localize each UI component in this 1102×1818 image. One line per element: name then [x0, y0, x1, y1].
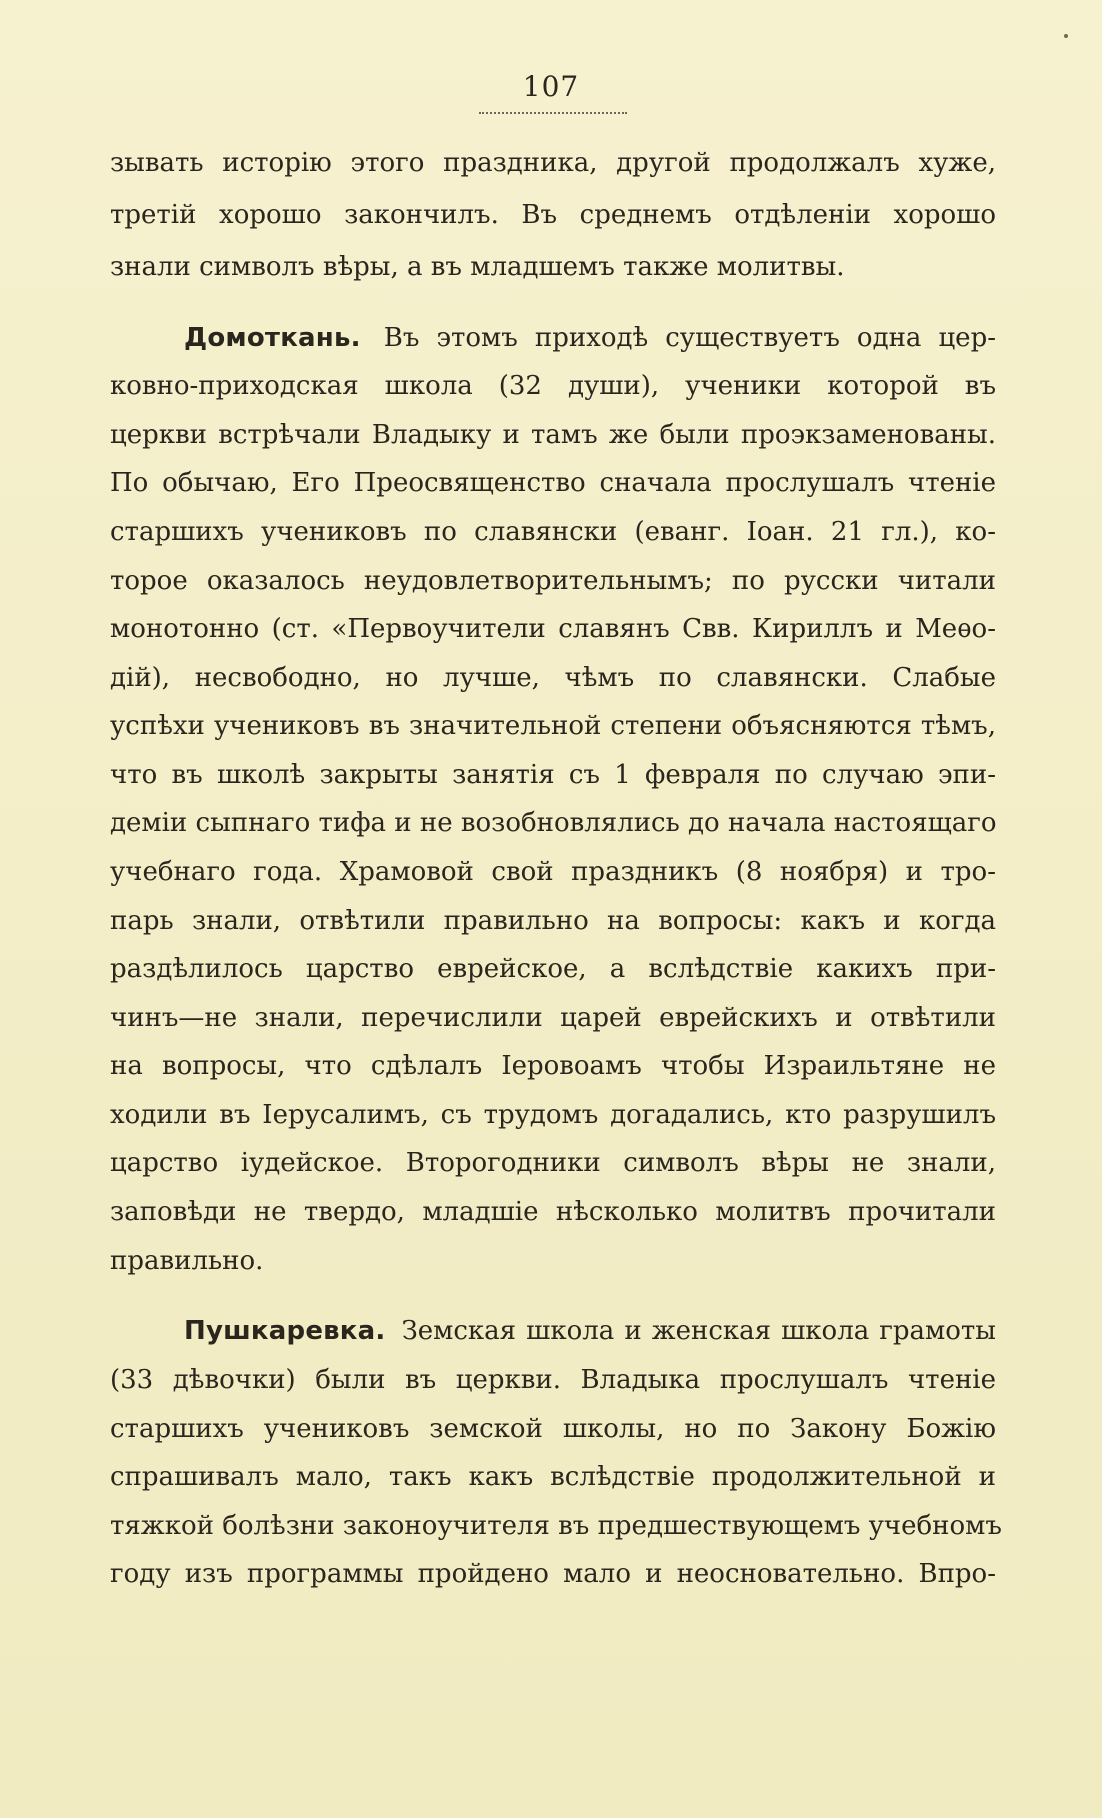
section-heading-pushkarevka: Пушкаревка. — [184, 1316, 386, 1346]
text-line: ходили въ Іерусалимъ, съ трудомъ догадались, кто разрушилъ — [110, 1100, 996, 1130]
text-fragment: Въ этомъ приходѣ существуетъ одна цер- — [383, 323, 997, 353]
text-line: дій), несвободно, но лучше, чѣмъ по славянски. Слабые — [110, 663, 996, 693]
header-dotted-rule — [479, 112, 627, 114]
text-line: торое оказалось неудовлетворительнымъ; по русски читали — [110, 566, 996, 596]
text-line: ковно-приходская школа (32 души), ученики которой въ — [110, 371, 996, 401]
paper-speck — [1064, 34, 1068, 38]
text-line: учебнаго года. Храмовой свой праздникъ (8 ноября) и тро- — [110, 857, 996, 887]
text-line: церкви встрѣчали Владыку и тамъ же были проэкзаменованы. — [110, 420, 996, 450]
section-first-line — [184, 1318, 996, 1344]
text-line: чинъ—не знали, перечислили царей еврейскихъ и отвѣтили — [110, 1003, 996, 1033]
page-number: 107 — [522, 70, 580, 103]
text-line: году изъ программы пройдено мало и неосновательно. Впро- — [110, 1559, 996, 1589]
text-line: что въ школѣ закрыты занятія съ 1 февраля по случаю эпи- — [110, 760, 996, 790]
text-line: деміи сыпнаго тифа и не возобновлялись до начала настоящаго — [110, 808, 997, 838]
text-line: тяжкой болѣзни законоучителя въ предшествующемъ учебномъ — [110, 1511, 1002, 1541]
text-line: правильно. — [110, 1246, 264, 1276]
text-line: монотонно (ст. «Первоучители славянъ Свв. Кириллъ и Меѳо- — [110, 614, 996, 644]
text-line: третій хорошо закончилъ. Въ среднемъ отдѣленіи хорошо — [110, 200, 996, 230]
text-line: спрашивалъ мало, такъ какъ вслѣдствіе продолжительной и — [110, 1462, 996, 1492]
text-line: старшихъ учениковъ земской школы, но по Закону Божію — [110, 1414, 996, 1444]
section-first-line — [184, 325, 996, 351]
text-line: на вопросы, что сдѣлалъ Іеровоамъ чтобы Израильтяне не — [110, 1051, 996, 1081]
text-line: раздѣлилось царство еврейское, а вслѣдствіе какихъ при- — [110, 954, 996, 984]
text-line: По обычаю, Его Преосвященство сначала прослушалъ чтеніе — [110, 468, 996, 498]
text-line: старшихъ учениковъ по славянски (еванг. Іоан. 21 гл.), ко- — [110, 517, 996, 547]
text-line: царство іудейское. Второгодники символъ вѣры не знали, — [110, 1148, 996, 1178]
text-line: успѣхи учениковъ въ значительной степени объясняются тѣмъ, — [110, 711, 996, 741]
text-line: (33 дѣвочки) были въ церкви. Владыка прослушалъ чтеніе — [110, 1365, 996, 1395]
section-heading-domotkan: Домоткань. — [184, 323, 361, 353]
text-line: зывать исторію этого праздника, другой продолжалъ хуже, — [110, 148, 996, 178]
text-line: парь знали, отвѣтили правильно на вопросы: какъ и когда — [110, 906, 996, 936]
text-line: знали символъ вѣры, а въ младшемъ также молитвы. — [110, 252, 845, 282]
text-fragment: Земская школа и женская школа грамоты — [401, 1316, 997, 1346]
text-line: заповѣди не твердо, младшіе нѣсколько молитвъ прочитали — [110, 1197, 996, 1227]
